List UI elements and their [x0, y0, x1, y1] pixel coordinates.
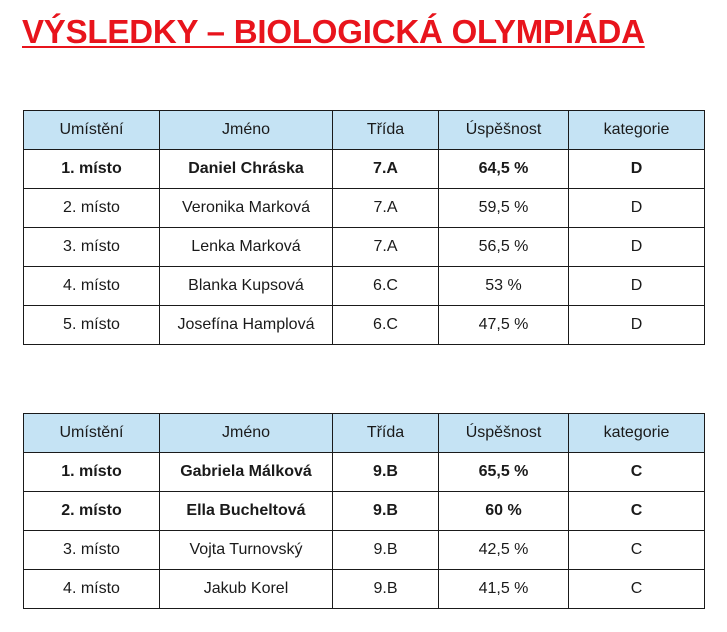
table-row: [24, 570, 705, 609]
column-header-placement: Umístění: [24, 111, 160, 150]
cell-category: C: [569, 570, 705, 609]
results-table-category-c: [23, 413, 705, 609]
column-header-success: Úspěšnost: [439, 414, 569, 453]
cell-name: Ella Bucheltová: [160, 492, 333, 531]
cell-category: C: [569, 531, 705, 570]
cell-category: D: [569, 189, 705, 228]
cell-name: Daniel Chráska: [160, 150, 333, 189]
cell-name: Jakub Korel: [160, 570, 333, 609]
cell-class: 9.B: [333, 453, 439, 492]
cell-category: D: [569, 267, 705, 306]
cell-name: Gabriela Málková: [160, 453, 333, 492]
cell-placement: 3. místo: [24, 531, 160, 570]
column-header-name: Jméno: [160, 414, 333, 453]
column-header-success: Úspěšnost: [439, 111, 569, 150]
cell-success: 47,5 %: [439, 306, 569, 345]
cell-success: 41,5 %: [439, 570, 569, 609]
table-row: [24, 531, 705, 570]
table-row: [24, 228, 705, 267]
column-header-class: Třída: [333, 111, 439, 150]
cell-category: D: [569, 150, 705, 189]
page-title: VÝSLEDKY – BIOLOGICKÁ OLYMPIÁDA: [22, 13, 645, 50]
cell-placement: 2. místo: [24, 189, 160, 228]
cell-success: 53 %: [439, 267, 569, 306]
cell-class: 6.C: [333, 306, 439, 345]
cell-placement: 5. místo: [24, 306, 160, 345]
cell-name: Blanka Kupsová: [160, 267, 333, 306]
cell-placement: 1. místo: [24, 150, 160, 189]
results-table-category-d: [23, 110, 705, 345]
table-row: [24, 453, 705, 492]
cell-class: 9.B: [333, 531, 439, 570]
cell-category: C: [569, 492, 705, 531]
table-header-row: [24, 111, 705, 150]
cell-success: 64,5 %: [439, 150, 569, 189]
cell-class: 6.C: [333, 267, 439, 306]
cell-category: C: [569, 453, 705, 492]
table-row: [24, 306, 705, 345]
cell-placement: 4. místo: [24, 267, 160, 306]
cell-success: 59,5 %: [439, 189, 569, 228]
cell-placement: 1. místo: [24, 453, 160, 492]
cell-class: 9.B: [333, 492, 439, 531]
cell-name: Vojta Turnovský: [160, 531, 333, 570]
cell-placement: 4. místo: [24, 570, 160, 609]
table-row: [24, 189, 705, 228]
cell-success: 65,5 %: [439, 453, 569, 492]
cell-class: 7.A: [333, 189, 439, 228]
cell-name: Lenka Marková: [160, 228, 333, 267]
column-header-name: Jméno: [160, 111, 333, 150]
cell-class: 9.B: [333, 570, 439, 609]
cell-placement: 2. místo: [24, 492, 160, 531]
cell-name: Josefína Hamplová: [160, 306, 333, 345]
table-row: [24, 492, 705, 531]
cell-category: D: [569, 306, 705, 345]
cell-name: Veronika Marková: [160, 189, 333, 228]
table-row: [24, 150, 705, 189]
cell-class: 7.A: [333, 228, 439, 267]
table-row: [24, 267, 705, 306]
column-header-placement: Umístění: [24, 414, 160, 453]
column-header-category: kategorie: [569, 111, 705, 150]
column-header-class: Třída: [333, 414, 439, 453]
cell-class: 7.A: [333, 150, 439, 189]
cell-placement: 3. místo: [24, 228, 160, 267]
table-header-row: [24, 414, 705, 453]
cell-category: D: [569, 228, 705, 267]
column-header-category: kategorie: [569, 414, 705, 453]
cell-success: 56,5 %: [439, 228, 569, 267]
cell-success: 60 %: [439, 492, 569, 531]
cell-success: 42,5 %: [439, 531, 569, 570]
